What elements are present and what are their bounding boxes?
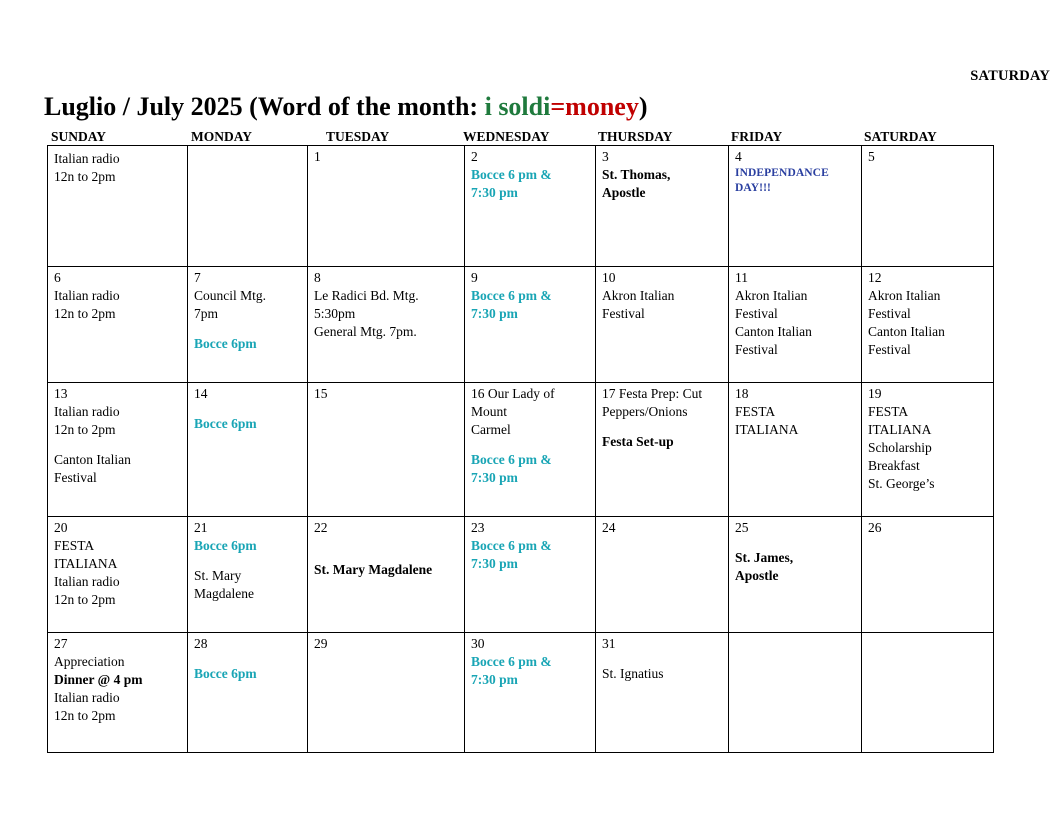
calendar-event-text: 12n to 2pm	[54, 708, 116, 724]
calendar-day-cell[interactable]	[308, 267, 465, 383]
calendar-event-text: 7pm	[194, 306, 219, 322]
day-header-thursday: THURSDAY	[598, 129, 673, 144]
calendar-day-cell[interactable]	[862, 383, 994, 517]
calendar-day-cell[interactable]	[188, 267, 308, 383]
calendar-event-text: Italian radio	[54, 151, 120, 166]
calendar-day-cell[interactable]	[596, 517, 729, 633]
calendar-event-text: Mount	[471, 404, 508, 420]
calendar-event-text: 12n to 2pm	[54, 592, 116, 608]
day-number: 16 Our Lady of	[471, 386, 555, 401]
day-number: 4	[735, 149, 742, 164]
calendar-day-cell[interactable]	[465, 517, 596, 633]
calendar-day-cell[interactable]	[729, 517, 862, 633]
calendar-day-cell[interactable]	[465, 267, 596, 383]
calendar-day-cell[interactable]	[596, 383, 729, 517]
calendar-day-cell[interactable]	[596, 633, 729, 753]
calendar-event-text: Appreciation	[54, 654, 125, 670]
day-number: 7	[194, 270, 201, 285]
day-number: 3	[602, 149, 609, 164]
calendar-event-text: Peppers/Onions	[602, 404, 688, 420]
calendar-event-text: Bocce 6 pm &	[471, 167, 552, 183]
day-header-wednesday: WEDNESDAY	[463, 129, 550, 144]
calendar-day-cell[interactable]	[48, 383, 188, 517]
calendar-week-row	[48, 633, 994, 753]
calendar-event-text: Le Radici Bd. Mtg.	[314, 288, 419, 304]
day-header-friday: FRIDAY	[731, 129, 783, 144]
calendar-day-cell[interactable]	[465, 383, 596, 517]
day-number: 26	[868, 520, 882, 535]
calendar-day-cell[interactable]	[729, 383, 862, 517]
day-number: 22	[314, 520, 328, 535]
calendar-event-text	[194, 555, 302, 567]
calendar-week-row	[48, 146, 994, 267]
calendar-event-text: Festival	[602, 306, 645, 322]
day-number: 20	[54, 520, 68, 535]
day-number: 27	[54, 636, 68, 651]
calendar-event-text: Breakfast	[868, 458, 920, 474]
calendar-event-text: Carmel	[471, 422, 511, 438]
day-header-saturday: SATURDAY	[864, 129, 937, 144]
calendar-event-text	[194, 323, 302, 335]
calendar-day-cell[interactable]	[465, 146, 596, 267]
calendar-event-text: 7:30 pm	[471, 470, 518, 486]
day-number: 25	[735, 520, 749, 535]
calendar-event-text	[314, 537, 459, 549]
day-number: 30	[471, 636, 485, 651]
calendar-event-text: FESTA	[54, 538, 95, 554]
day-number: 17 Festa Prep: Cut	[602, 386, 703, 401]
calendar-day-cell[interactable]	[308, 146, 465, 267]
calendar-event-text: Canton Italian	[868, 324, 945, 340]
day-number: 14	[194, 386, 208, 401]
calendar-event-text	[54, 439, 182, 451]
page-corner-label: SATURDAY	[970, 68, 1050, 84]
calendar-event-text: St. George’s	[868, 476, 935, 491]
calendar-day-cell[interactable]	[862, 517, 994, 633]
calendar-day-cell[interactable]	[465, 633, 596, 753]
calendar-day-cell[interactable]	[862, 633, 994, 753]
day-number: 18	[735, 386, 749, 401]
calendar-day-cell[interactable]	[308, 633, 465, 753]
calendar-event-text: Dinner @ 4 pm	[54, 672, 143, 688]
calendar-day-cell[interactable]	[596, 267, 729, 383]
calendar-day-cell[interactable]	[188, 146, 308, 267]
day-header-monday: MONDAY	[191, 129, 253, 144]
calendar-event-text: St. Mary Magdalene	[314, 562, 433, 578]
calendar-event-text: Italian radio	[54, 404, 120, 420]
calendar-day-cell[interactable]	[862, 267, 994, 383]
day-number: 24	[602, 520, 616, 535]
calendar-event-text: ITALIANA	[735, 422, 799, 438]
calendar-event-text: Canton Italian	[54, 452, 131, 468]
calendar-event-text: 12n to 2pm	[54, 306, 116, 322]
calendar-event-text: Akron Italian	[735, 288, 808, 304]
calendar-event-text	[194, 653, 302, 665]
calendar-event-text: 7:30 pm	[471, 306, 518, 322]
calendar-day-cell[interactable]	[188, 517, 308, 633]
calendar-event-text: Festival	[868, 342, 911, 358]
calendar-event-text: Festival	[868, 306, 911, 322]
day-number: 13	[54, 386, 68, 401]
calendar-event-text: Bocce 6pm	[194, 666, 257, 682]
calendar-day-cell[interactable]	[308, 383, 465, 517]
calendar-day-cell[interactable]	[48, 146, 188, 267]
day-number: 15	[314, 386, 328, 401]
calendar-event-text: 7:30 pm	[471, 672, 518, 688]
page-title	[44, 92, 648, 122]
calendar-day-cell[interactable]	[48, 267, 188, 383]
day-number: 8	[314, 270, 321, 285]
calendar-day-cell[interactable]	[729, 633, 862, 753]
calendar-event-text: Bocce 6pm	[194, 538, 257, 554]
calendar-event-text: Bocce 6 pm &	[471, 288, 552, 304]
day-number: 28	[194, 636, 208, 651]
calendar-event-text	[735, 537, 856, 549]
calendar-day-cell[interactable]	[862, 146, 994, 267]
calendar-event-text: Akron Italian	[602, 288, 675, 304]
day-number: 31	[602, 636, 616, 651]
calendar-event-text: ITALIANA	[54, 556, 118, 572]
calendar-event-text: 12n to 2pm	[54, 422, 116, 438]
calendar-week-row	[48, 267, 994, 383]
day-number: 2	[471, 149, 478, 164]
calendar-event-text: General Mtg. 7pm.	[314, 324, 417, 340]
title-word-italian: i soldi	[484, 92, 551, 121]
calendar-event-text: Bocce 6 pm &	[471, 538, 552, 554]
day-number: 10	[602, 270, 616, 285]
calendar-event-text: Festival	[735, 342, 778, 358]
calendar-event-text: Canton Italian	[735, 324, 812, 340]
calendar-event-text: FESTA	[868, 404, 909, 420]
calendar-event-text: St. James,	[735, 550, 794, 566]
calendar-event-text	[471, 439, 590, 451]
calendar-event-text: Festival	[54, 470, 97, 486]
calendar-event-text: Bocce 6 pm &	[471, 654, 552, 670]
calendar-event-text: Magdalene	[194, 586, 254, 602]
calendar-event-text: St. Thomas,	[602, 167, 671, 183]
title-close: )	[638, 92, 648, 121]
calendar-week-row	[48, 383, 994, 517]
calendar-event-text: Apostle	[735, 568, 779, 584]
calendar-event-text: Italian radio	[54, 574, 120, 590]
calendar-event-text	[194, 403, 302, 415]
calendar-event-text: Akron Italian	[868, 288, 941, 304]
title-word-english: money	[565, 92, 639, 121]
calendar-event-text: Scholarship	[868, 440, 932, 456]
day-number: 23	[471, 520, 485, 535]
calendar-event-text: 12n to 2pm	[54, 168, 116, 184]
day-number: 9	[471, 270, 478, 285]
calendar-event-text	[602, 421, 723, 433]
calendar-event-text: Council Mtg.	[194, 288, 267, 304]
day-header-tuesday: TUESDAY	[326, 129, 390, 144]
calendar-event-text: Italian radio	[54, 690, 120, 706]
day-header-sunday: SUNDAY	[51, 129, 107, 144]
day-number: 29	[314, 636, 328, 651]
calendar-grid	[47, 145, 994, 753]
calendar-week-row	[48, 517, 994, 633]
day-number: 12	[868, 270, 882, 285]
calendar-day-cell[interactable]	[308, 517, 465, 633]
day-number: 6	[54, 270, 61, 285]
calendar-event-text	[602, 653, 723, 665]
day-number: 1	[314, 149, 321, 164]
day-number: 11	[735, 270, 748, 285]
calendar-event-text: DAY!!!	[735, 182, 771, 195]
calendar-event-text: FESTA	[735, 404, 776, 420]
calendar-day-cell[interactable]	[48, 633, 188, 753]
day-number: 21	[194, 520, 208, 535]
calendar-event-text: St. Mary	[194, 568, 242, 584]
calendar-event-text: Apostle	[602, 185, 646, 201]
calendar-event-text	[314, 549, 459, 561]
calendar-event-text: ITALIANA	[868, 422, 932, 438]
calendar-event-text: 7:30 pm	[471, 556, 518, 572]
calendar-event-text: Festa Set-up	[602, 434, 674, 450]
calendar-event-text: Italian radio	[54, 288, 120, 304]
calendar-event-text: Bocce 6pm	[194, 416, 257, 432]
title-equals: =	[550, 92, 566, 121]
calendar-day-cell[interactable]	[188, 383, 308, 517]
day-of-week-header-row	[47, 129, 993, 145]
calendar-event-text: 5:30pm	[314, 306, 356, 322]
calendar-day-cell[interactable]	[729, 267, 862, 383]
calendar-day-cell[interactable]	[48, 517, 188, 633]
calendar-event-text: St. Ignatius	[602, 666, 664, 682]
calendar-event-text: Festival	[735, 306, 778, 322]
calendar-day-cell[interactable]	[729, 146, 862, 267]
calendar-event-text: INDEPENDANCE	[735, 167, 829, 180]
calendar-event-text: Bocce 6 pm &	[471, 452, 552, 468]
title-lead: Luglio / July 2025 (Word of the month:	[44, 92, 485, 121]
calendar-day-cell[interactable]	[188, 633, 308, 753]
calendar-day-cell[interactable]	[596, 146, 729, 267]
day-number: 5	[868, 149, 875, 164]
calendar-event-text: 7:30 pm	[471, 185, 518, 201]
day-number: 19	[868, 386, 882, 401]
calendar-event-text: Bocce 6pm	[194, 336, 257, 352]
